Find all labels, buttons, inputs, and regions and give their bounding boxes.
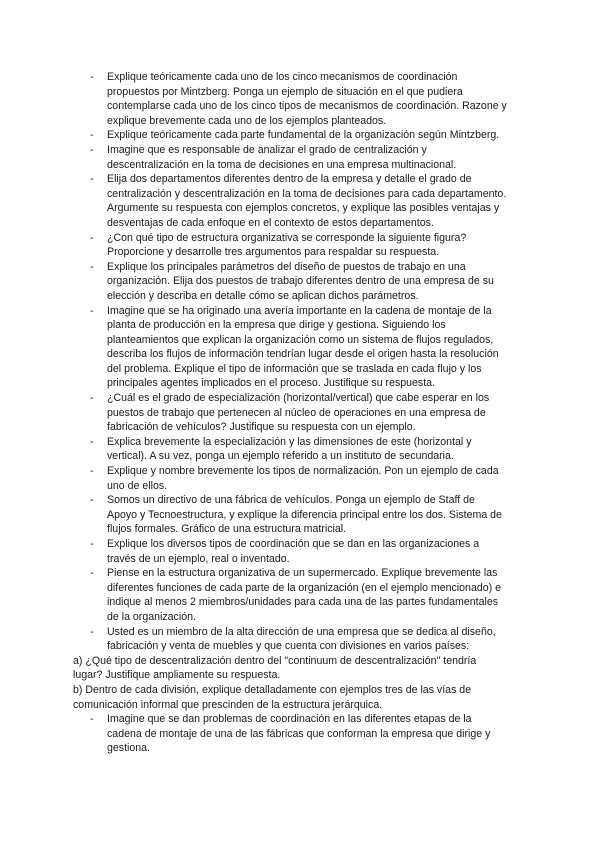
question-item bbox=[90, 493, 522, 537]
text-line: Apoyo y Tecnoestructura, y explique la diferencia principal entre los dos. Sistema de bbox=[107, 508, 502, 521]
question-item bbox=[90, 435, 522, 464]
bullet-dash: - bbox=[90, 231, 94, 244]
text-line: Argumente su respuesta con ejemplos concretos, y explique las posibles ventajas y bbox=[107, 202, 500, 215]
text-line: fabricación y venta de muebles y que cuenta con divisiones en varios países: bbox=[107, 640, 470, 653]
question-list bbox=[0, 70, 600, 756]
bullet-dash: - bbox=[90, 71, 94, 83]
text-line: principales agentes implicados en el proceso. Justifique su respuesta. bbox=[107, 377, 436, 390]
question-item bbox=[90, 304, 522, 392]
text-line: Elija dos departamentos diferentes dentro de la empresa y detalle el grado de bbox=[107, 173, 472, 186]
text-line: Imagine que se ha originado una avería importante en la cadena de montaje de la bbox=[107, 304, 492, 317]
text-line: Proporcione y desarrolle tres argumentos para respaldar su respuesta. bbox=[107, 246, 440, 259]
subquestion-item bbox=[73, 683, 523, 712]
text-line: planta de producción en la empresa que dirige y gestiona. Siguiendo los bbox=[107, 319, 446, 332]
bullet-dash: - bbox=[90, 435, 94, 448]
text-line: través de un ejemplo, real o inventado. bbox=[107, 552, 290, 565]
bullet-dash: - bbox=[90, 567, 94, 580]
text-line: b) Dentro de cada división, explique detalladamente con ejemplos tres de las vías de bbox=[73, 683, 472, 696]
question-item bbox=[90, 566, 522, 624]
bullet-dash: - bbox=[90, 465, 94, 478]
bullet-dash: - bbox=[90, 129, 94, 142]
question-group-b bbox=[0, 712, 600, 756]
text-line: gestiona. bbox=[107, 742, 150, 755]
subquestion-group bbox=[0, 654, 600, 712]
text-line: ¿Cuál es el grado de especialización (horizontal/vertical) que cabe esperar en los bbox=[107, 392, 490, 405]
text-line: diferentes funciones de cada parte de la organización (en el ejemplo mencionado) e bbox=[107, 581, 501, 594]
bullet-dash: - bbox=[90, 538, 94, 550]
text-line: planteamientos que explican la organización como un sistema de flujos regulados, bbox=[107, 333, 494, 346]
text-line: ¿Con qué tipo de estructura organizativa se corresponde la siguiente figura? bbox=[107, 231, 467, 244]
text-line: contemplarse cada uno de los cinco tipos de mecanismos de coordinación. Razone y bbox=[107, 100, 507, 113]
text-line: uno de ellos. bbox=[107, 479, 168, 492]
bullet-dash: - bbox=[90, 392, 94, 405]
bullet-dash: - bbox=[90, 143, 94, 156]
text-line: describa los flujos de información tendrían lugar desde el origen hasta la resolución bbox=[107, 348, 499, 361]
text-line: Usted es un miembro de la alta dirección de una empresa que se dedica al diseño, bbox=[107, 625, 496, 638]
question-item bbox=[90, 143, 522, 172]
bullet-dash: - bbox=[90, 494, 94, 507]
text-line: explique brevemente cada uno de los ejemplos planteados. bbox=[107, 114, 387, 127]
text-line: del problema. Explique el tipo de información que se traslada en cada flujo y los bbox=[107, 362, 482, 375]
bullet-dash: - bbox=[90, 173, 94, 186]
question-item bbox=[90, 172, 522, 230]
question-item bbox=[90, 70, 522, 128]
subquestion-item bbox=[73, 654, 523, 683]
question-item bbox=[90, 537, 522, 566]
text-line: elección y describa en detalle cómo se aplican dichos parámetros. bbox=[107, 289, 419, 302]
text-line: cadena de montaje de una de las fábricas que conforman la empresa que dirige y bbox=[107, 727, 491, 740]
question-item bbox=[90, 464, 522, 493]
text-line: organización. Elija dos puestos de trabajo diferentes dentro de una empresa de su bbox=[107, 275, 494, 288]
text-line: propuestos por Mintzberg. Ponga un ejemplo de situación en el que pudiera bbox=[107, 85, 463, 98]
text-line: descentralización en la toma de decisiones en una empresa multinacional. bbox=[107, 158, 457, 171]
question-item bbox=[90, 128, 522, 143]
bullet-dash: - bbox=[90, 260, 94, 273]
bullet-dash: - bbox=[90, 713, 94, 726]
text-line: puestos de trabajo que pertenecen al núcleo de operaciones en una empresa de bbox=[107, 406, 486, 419]
question-item bbox=[90, 231, 522, 260]
text-line: Somos un directivo de una fábrica de vehículos. Ponga un ejemplo de Staff de bbox=[107, 494, 475, 507]
text-line: flujos formales. Gráfico de una estructura matricial. bbox=[107, 523, 347, 536]
text-line: Explique teóricamente cada uno de los cinco mecanismos de coordinación bbox=[107, 71, 458, 83]
text-line: Explique y nombre brevemente los tipos de normalización. Pon un ejemplo de cada bbox=[107, 465, 499, 478]
text-line: Piense en la estructura organizativa de un supermercado. Explique brevemente las bbox=[107, 567, 498, 580]
text-line: lugar? Justifique ampliamente su respuesta. bbox=[73, 669, 281, 682]
question-group-a bbox=[0, 70, 600, 654]
text-line: Explique teóricamente cada parte fundamental de la organización según Mintzberg. bbox=[107, 129, 500, 142]
text-line: Explique los diversos tipos de coordinación que se dan en las organizaciones a bbox=[107, 538, 480, 550]
text-line: a) ¿Qué tipo de descentralización dentro del "continuum de descentralización" tendría bbox=[73, 654, 477, 667]
question-item bbox=[90, 260, 522, 304]
text-line: centralización y descentralización en la toma de decisiones para cada departamento. bbox=[107, 187, 507, 200]
text-line: desventajas de cada enfoque en el contexto de estos departamentos. bbox=[107, 216, 434, 229]
text-line: vertical). A su vez, ponga un ejemplo referido a un instituto de secundaria. bbox=[107, 450, 454, 463]
text-line: de la organización. bbox=[107, 610, 196, 623]
bullet-dash: - bbox=[90, 625, 94, 638]
text-line: Explica brevemente la especialización y las dimensiones de este (horizontal y bbox=[107, 435, 472, 448]
question-item bbox=[90, 712, 522, 756]
text-line: indique al menos 2 miembros/unidades para cada una de las partes fundamentales bbox=[107, 596, 499, 609]
text-line: Imagine que se dan problemas de coordinación en las diferentes etapas de la bbox=[107, 713, 472, 726]
text-line: comunicación informal que prescinden de la estructura jerárquica. bbox=[73, 698, 383, 711]
text-line: fabricación de vehículos? Justifique su respuesta con un ejemplo. bbox=[107, 421, 416, 434]
question-item bbox=[90, 391, 522, 435]
text-line: Explique los principales parámetros del diseño de puestos de trabajo en una bbox=[107, 260, 466, 273]
bullet-dash: - bbox=[90, 304, 94, 317]
question-item bbox=[90, 625, 522, 654]
text-line: Imagine que es responsable de analizar el grado de centralización y bbox=[107, 143, 427, 156]
